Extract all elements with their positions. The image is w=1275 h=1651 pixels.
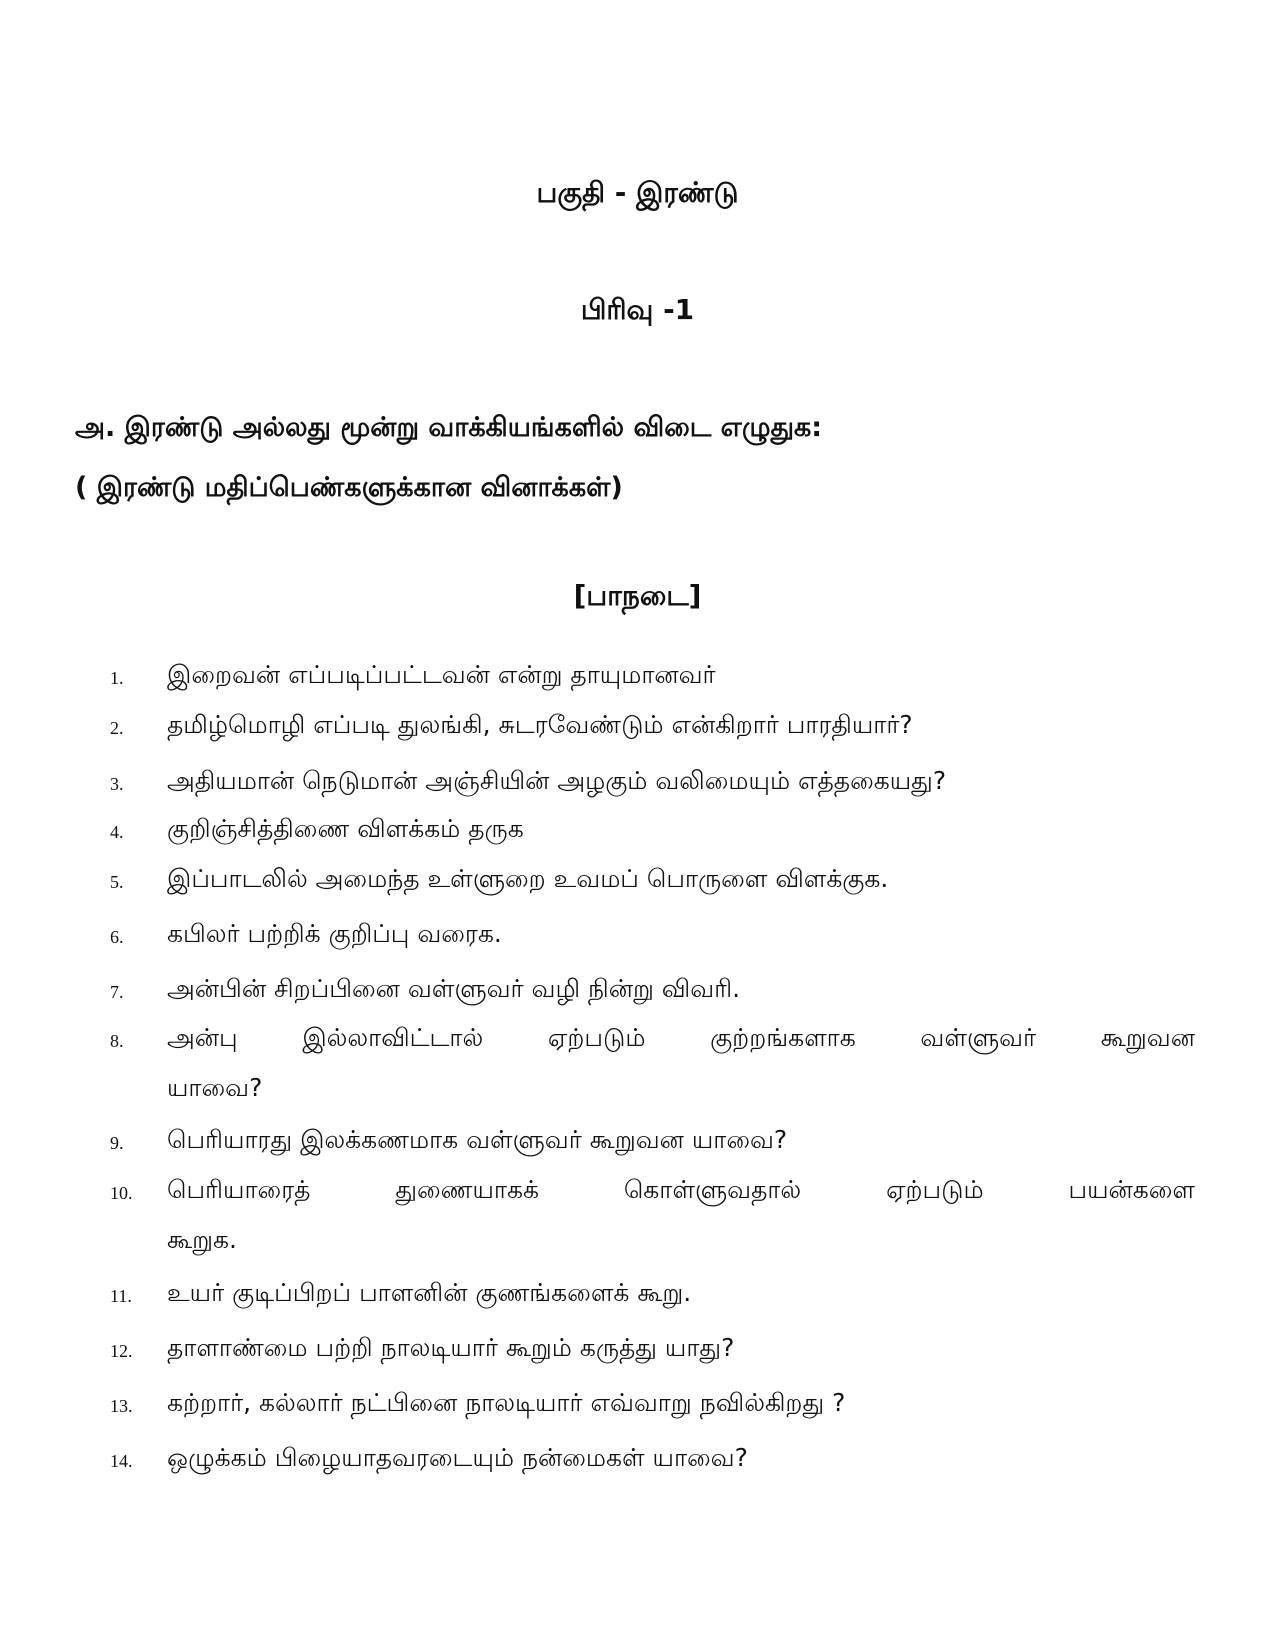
question-text-line bbox=[167, 1013, 1195, 1063]
question-number: 13. bbox=[110, 1396, 133, 1416]
question-text: அதியமான் நெடுமான் அஞ்சியின் அழகும் வலிமையும் எத்தகையது? bbox=[167, 766, 947, 795]
question-word: அன்பு bbox=[167, 1023, 238, 1052]
question-number: 9. bbox=[110, 1133, 124, 1153]
question-text-line-2: கூறுக. bbox=[167, 1225, 237, 1254]
question-number: 6. bbox=[110, 927, 124, 947]
question-number: 11. bbox=[110, 1286, 132, 1306]
instruction-subheading: ( இரண்டு மதிப்பெண்களுக்கான வினாக்கள்) bbox=[75, 472, 623, 503]
question-word: பெரியாரைத் bbox=[167, 1175, 311, 1204]
question-text: தமிழ்மொழி எப்படி துலங்கி, சுடரவேண்டும் என்கிறார் பாரதியார்? bbox=[167, 710, 913, 739]
question-number: 10. bbox=[110, 1183, 133, 1203]
question-number: 4. bbox=[110, 822, 124, 842]
question-text-line-2: யாவை? bbox=[167, 1073, 263, 1102]
question-text: தாளாண்மை பற்றி நாலடியார் கூறும் கருத்து யாது? bbox=[167, 1333, 735, 1362]
question-number: 1. bbox=[110, 668, 124, 688]
question-number: 7. bbox=[110, 982, 124, 1002]
section-title: பிரிவு -1 bbox=[580, 293, 695, 326]
question-word: பயன்களை bbox=[1068, 1175, 1195, 1204]
question-text: இப்பாடலில் அமைந்த உள்ளுறை உவமப் பொருளை விளக்குக. bbox=[167, 864, 889, 893]
question-text: அன்பின் சிறப்பினை வள்ளுவர் வழி நின்று விவரி. bbox=[167, 974, 741, 1003]
question-text: ஒழுக்கம் பிழையாதவரடையும் நன்மைகள் யாவை? bbox=[167, 1443, 748, 1472]
question-word: குற்றங்களாக bbox=[710, 1023, 856, 1052]
question-number: 2. bbox=[110, 718, 124, 738]
question-text: கபிலர் பற்றிக் குறிப்பு வரைக. bbox=[167, 919, 502, 948]
question-number: 5. bbox=[110, 872, 124, 892]
question-text bbox=[167, 1013, 1195, 1113]
question-number: 12. bbox=[110, 1341, 133, 1361]
question-text: குறிஞ்சித்திணை விளக்கம் தருக bbox=[167, 814, 524, 843]
question-word: இல்லாவிட்டால் bbox=[302, 1023, 484, 1052]
instruction-heading: அ. இரண்டு அல்லது மூன்று வாக்கியங்களில் விடை எழுதுக: bbox=[75, 412, 823, 443]
question-word: துணையாகக் bbox=[395, 1175, 539, 1204]
question-text: பெரியாரது இலக்கணமாக வள்ளுவர் கூறுவன யாவை? bbox=[167, 1125, 788, 1154]
question-word: வள்ளுவர் bbox=[920, 1023, 1037, 1052]
question-number: 8. bbox=[110, 1031, 124, 1051]
part-title: பகுதி - இரண்டு bbox=[536, 176, 739, 209]
question-text: உயர் குடிப்பிறப் பாளனின் குணங்களைக் கூறு. bbox=[167, 1278, 692, 1307]
question-text: கற்றார், கல்லார் நட்பினை நாலடியார் எவ்வாறு நவில்கிறது ? bbox=[167, 1388, 846, 1417]
question-text bbox=[167, 1165, 1195, 1265]
question-number: 3. bbox=[110, 774, 124, 794]
question-word: கொள்ளுவதால் bbox=[623, 1175, 802, 1204]
question-word: ஏற்படும் bbox=[886, 1175, 984, 1204]
question-word: ஏற்படும் bbox=[547, 1023, 646, 1052]
question-word: கூறுவன bbox=[1100, 1023, 1195, 1052]
question-text: இறைவன் எப்படிப்பட்டவன் என்று தாயுமானவர் bbox=[167, 660, 716, 689]
question-text-line bbox=[167, 1165, 1195, 1215]
source-title: [பாநடை] bbox=[573, 579, 702, 612]
question-number: 14. bbox=[110, 1451, 133, 1471]
